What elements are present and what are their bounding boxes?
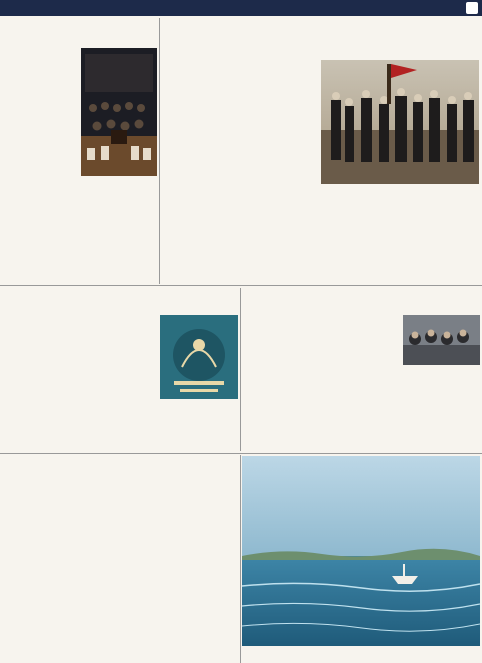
festival-poster-illustration xyxy=(160,315,238,399)
arbaeen-pilgrims-photo xyxy=(321,60,479,184)
namira-column-1 xyxy=(4,46,78,284)
pilgrims-illustration xyxy=(321,60,479,184)
literary-column-2 xyxy=(81,315,157,451)
groundbreaking-column-2 xyxy=(322,315,400,451)
arabaeen-column-2 xyxy=(243,60,318,180)
namira-column-2 xyxy=(81,178,157,284)
horizontal-rule xyxy=(0,285,482,286)
horizontal-rule xyxy=(0,453,482,454)
orchestra-illustration xyxy=(81,48,157,176)
arabaeen-column-1 xyxy=(163,60,240,180)
survey-photo xyxy=(403,315,480,365)
column-divider xyxy=(159,18,160,284)
masthead-bar xyxy=(0,0,482,16)
arabaeen-column-3 xyxy=(163,184,240,284)
filmmakers-column-1 xyxy=(4,482,78,662)
survey-illustration xyxy=(403,315,480,365)
groundbreaking-column-4 xyxy=(403,367,480,451)
column-divider xyxy=(240,455,241,663)
arabaeen-column-4 xyxy=(243,184,318,284)
literary-column-1 xyxy=(4,315,78,451)
groundbreaking-column-1 xyxy=(243,315,319,451)
festival-poster-photo xyxy=(160,315,238,399)
arabaeen-column-5 xyxy=(321,186,399,284)
orchestra-photo xyxy=(81,48,157,176)
page-number xyxy=(466,2,478,14)
column-divider xyxy=(240,288,241,451)
caspian-sea-photo xyxy=(242,456,480,646)
arabaeen-column-6 xyxy=(402,186,479,284)
filmmakers-column-3 xyxy=(160,482,238,662)
picture-of-the-day xyxy=(242,456,480,646)
filmmakers-column-2 xyxy=(81,482,157,662)
literary-column-3 xyxy=(160,401,238,451)
